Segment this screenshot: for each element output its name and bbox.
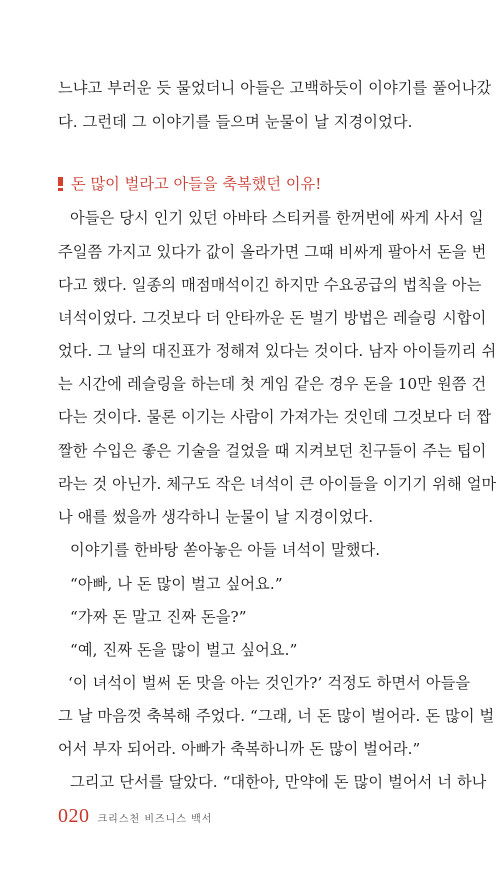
section-heading: [58, 174, 321, 194]
body-text-line: 다고 했다. 일종의 매점매석이긴 하지만 수요공급의 법칙을 아는: [58, 276, 482, 294]
page-number: 020: [58, 805, 90, 827]
heading-marker-icon: [58, 177, 63, 191]
body-text-line: 다는 것이다. 물론 이기는 사람이 가져가는 것인데 그것보다 더 짭: [58, 408, 492, 426]
page-footer: [58, 805, 212, 828]
dialogue-line: “예, 진짜 돈을 많이 벌고 싶어요.”: [70, 641, 298, 659]
body-text-line: 는 시간에 레슬링을 하는데 첫 게임 같은 경우 돈을 10만 원쯤 건: [58, 375, 487, 393]
book-title: 크리스천 비즈니스 백서: [97, 814, 213, 825]
body-text-line: ‘이 녀석이 벌써 돈 맛을 아는 것인가?’ 걱정도 하면서 아들을: [68, 674, 471, 692]
dialogue-line: “아빠, 나 돈 많이 벌고 싶어요.”: [70, 575, 283, 593]
body-text-line: 짤한 수입은 좋은 기술을 걸었을 때 지켜보던 친구들이 주는 팁이: [58, 442, 487, 460]
body-text-line: 아들은 당시 인기 있던 아바타 스티커를 한꺼번에 싸게 사서 일: [70, 209, 484, 227]
body-text-line: 었다. 그 날의 대진표가 정해져 있다는 것이다. 남자 아이들끼리 쉬: [58, 342, 497, 360]
body-text-line: 나 애를 썼을까 생각하니 눈물이 날 지경이었다.: [58, 508, 374, 526]
body-text-line: 녀석이었다. 그것보다 더 안타까운 돈 벌기 방법은 레슬링 시합이: [58, 309, 487, 327]
body-text-line: 이야기를 한바탕 쏟아놓은 아들 녀석이 말했다.: [70, 541, 381, 559]
body-text-line: 그리고 단서를 달았다. “대한아, 만약에 돈 많이 벌어서 너 하나: [70, 773, 487, 791]
dialogue-line: “가짜 돈 말고 진짜 돈을?”: [70, 608, 247, 626]
body-text-line: 다. 그런데 그 이야기를 들으며 눈물이 날 지경이었다.: [58, 113, 413, 131]
body-text-line: 느냐고 부러운 듯 물었더니 아들은 고백하듯이 이야기를 풀어나갔: [58, 79, 492, 97]
body-text-line: 주일쯤 가지고 있다가 값이 올라가면 그때 비싸게 팔아서 돈을 번: [58, 243, 487, 261]
body-text-line: 라는 것 아닌가. 체구도 작은 녀석이 큰 아이들을 이기기 위해 얼마: [58, 475, 497, 493]
body-text-line: 그 날 마음껏 축복해 주었다. “그래, 너 돈 많이 벌어라. 돈 많이 벌: [58, 707, 495, 725]
section-heading-text: 돈 많이 벌라고 아들을 축복했던 이유!: [71, 175, 322, 193]
body-text-line: 어서 부자 되어라. 아빠가 축복하니까 돈 많이 벌어라.”: [58, 740, 421, 758]
